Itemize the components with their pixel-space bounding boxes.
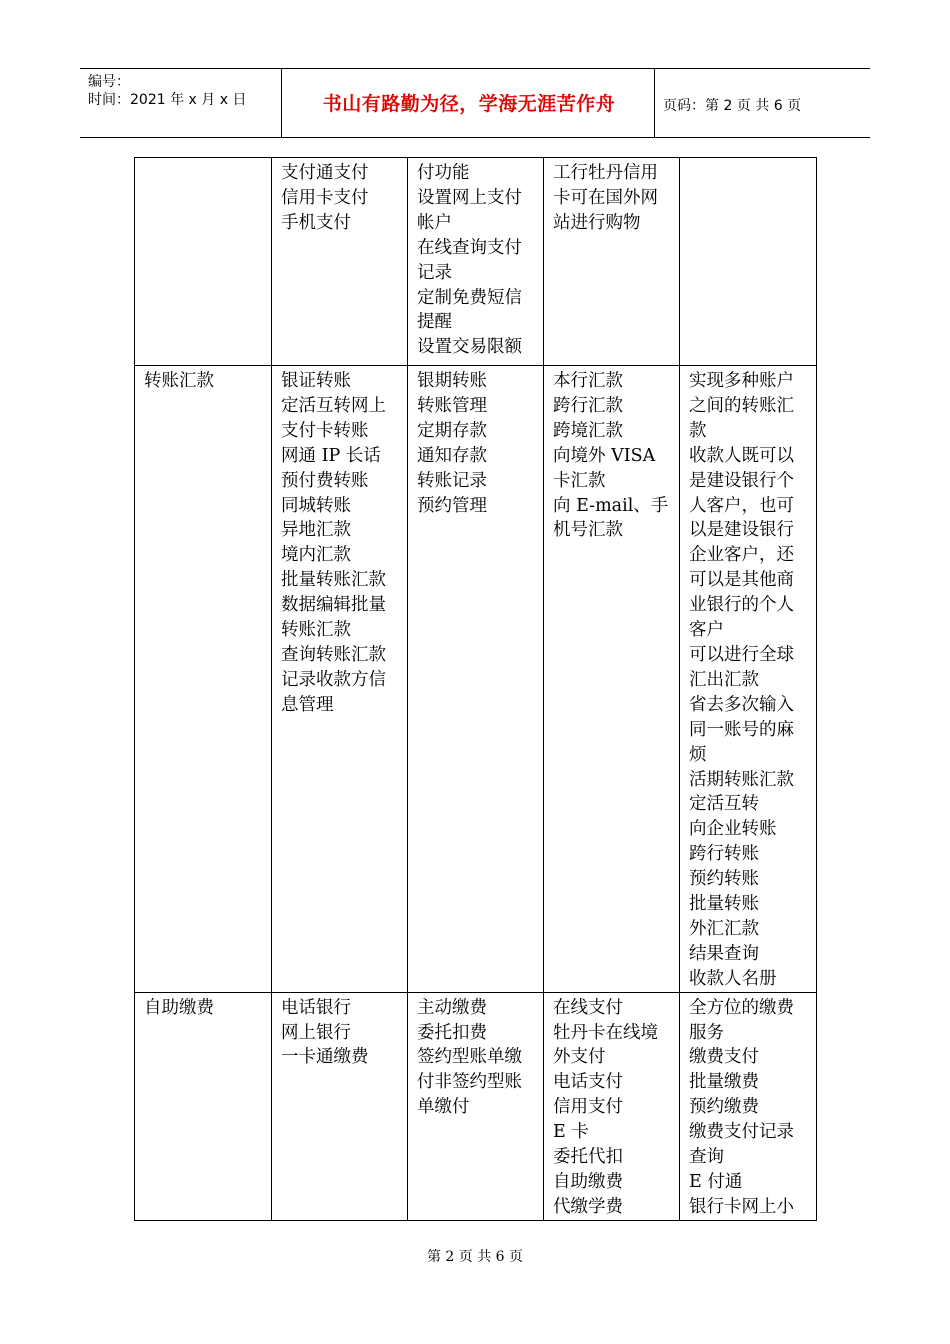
table-cell [680,158,817,366]
cell-line: 缴费支付 [689,1047,759,1068]
cell-line: 同一账号的麻 [689,719,794,740]
cell-line: 帐户 [417,212,452,233]
cell-line: 牡丹卡在线境 [553,1022,658,1043]
cell-line: 预约管理 [417,495,487,516]
cell-line: 设置网上支付 [417,187,522,208]
cell-line: 支付通支付 [281,163,369,183]
table-cell [135,158,272,366]
cell-line: 预约缴费 [689,1097,759,1118]
cell-line: 收款人既可以 [689,445,794,466]
cell-line: 记录 [417,262,452,283]
table-cell [135,366,272,993]
header-divider [281,69,282,137]
cell-line: 提醒 [417,312,452,333]
table-cell [544,992,680,1220]
cell-line: 卡可在国外网 [553,187,658,208]
cell-line: 转账记录 [417,470,487,491]
cell-line: 信用卡支付 [281,187,369,208]
cell-line: 批量转账 [689,894,759,915]
cell-line: 代缴学费 [553,1196,623,1217]
cell-line: 设置交易限额 [417,337,522,358]
header-page-info: 页码：第 2 页 共 6 页 [663,98,802,114]
header-motto: 书山有路勤为径，学海无涯苦作舟 [322,93,616,115]
cell-line: 电话支付 [553,1072,623,1093]
cell-line: 省去多次输入 [689,694,794,715]
table-row [135,158,817,366]
cell-line: 向企业转账 [689,819,777,840]
cell-line: 烦 [689,744,707,765]
cell-line: 客户 [689,620,724,641]
cell-line: E 卡 [553,1122,589,1143]
cell-line: 自助缴费 [144,997,214,1018]
table-cell [408,158,544,366]
cell-line: 机号汇款 [553,520,623,541]
cell-line: 跨行汇款 [553,395,623,416]
cell-line: 跨行转账 [689,844,759,865]
page-footer: 第 2 页 共 6 页 [426,1249,524,1265]
cell-line: 同城转账 [281,495,351,516]
cell-line: 工行牡丹信用 [553,163,658,183]
cell-line: 手机支付 [281,212,351,233]
cell-line: 自助缴费 [553,1172,623,1192]
cell-line: 主动缴费 [417,997,487,1018]
cell-line: 实现多种账户 [689,371,794,391]
cell-line: 转账汇款 [144,371,214,391]
table-cell [408,366,544,993]
cell-line: 卡汇款 [553,470,606,491]
cell-line: 银期转账 [417,371,487,391]
cell-line: 付非签约型账 [417,1072,522,1093]
cell-line: 记录收款方信 [281,669,386,690]
cell-line: 以是建设银行 [689,520,794,541]
cell-line: 息管理 [281,694,334,715]
table-cell [544,366,680,993]
table-cell [135,992,272,1220]
cell-line: 向境外 VISA [553,445,656,466]
cell-line: 外汇汇款 [689,918,759,939]
cell-line: 在线支付 [553,997,623,1018]
cell-line: 批量转账汇款 [281,570,386,591]
cell-line: 转账汇款 [281,620,351,641]
page-header [80,68,870,138]
cell-line: 企业客户，还 [689,545,794,566]
document-number-label: 编号： [88,74,130,90]
cell-line: 付功能 [417,163,470,183]
cell-line: 在线查询支付 [417,237,522,258]
table-cell [544,158,680,366]
cell-line: 缴费支付记录 [689,1122,794,1143]
cell-line: 签约型账单缴 [417,1047,522,1068]
header-divider [654,69,655,137]
cell-line: 站进行购物 [553,212,641,233]
cell-line: 转账管理 [417,395,487,416]
cell-line: 批量缴费 [689,1072,759,1093]
table-row [135,992,817,1220]
cell-line: 数据编辑批量 [281,595,386,616]
cell-line: 收款人名册 [689,968,777,989]
cell-line: 电话银行 [281,997,351,1018]
table-cell [272,158,408,366]
cell-line: 款 [689,420,707,441]
table-cell [408,992,544,1220]
cell-line: 外支付 [553,1047,606,1068]
cell-line: 定活互转网上 [281,395,386,416]
cell-line: 之间的转账汇 [689,395,794,416]
cell-line: 定活互转 [689,794,759,815]
cell-line: 是建设银行个 [689,470,794,491]
cell-line: 结果查询 [689,943,759,964]
cell-line: 预约转账 [689,869,759,890]
cell-line: 跨境汇款 [553,420,623,441]
cell-line: 通知存款 [417,445,487,466]
cell-line: 网通 IP 长话 [281,445,381,466]
cell-line: 向 E-mail、手 [553,495,669,516]
cell-line: 定制免费短信 [417,287,522,308]
table-cell [680,992,817,1220]
table-cell [272,366,408,993]
table-cell [680,366,817,993]
cell-line: E 付通 [689,1172,743,1192]
cell-line: 定期存款 [417,420,487,441]
cell-line: 全方位的缴费 [689,997,794,1018]
cell-line: 信用支付 [553,1097,623,1118]
cell-line: 境内汇款 [281,545,351,566]
cell-line: 预付费转账 [281,470,369,491]
feature-table [134,157,817,1221]
cell-line: 可以是其他商 [689,570,794,591]
cell-line: 网上银行 [281,1022,351,1043]
cell-line: 单缴付 [417,1097,470,1118]
header-meta [88,73,278,109]
cell-line: 汇出汇款 [689,669,759,690]
cell-line: 服务 [689,1022,724,1043]
cell-line: 活期转账汇款 [689,769,794,790]
table-cell [272,992,408,1220]
cell-line: 委托代扣 [553,1147,623,1168]
cell-line: 可以进行全球 [689,644,794,665]
cell-line: 本行汇款 [553,371,623,391]
cell-line: 一卡通缴费 [281,1047,369,1068]
cell-line: 委托扣费 [417,1022,487,1043]
table-row [135,366,817,993]
document-date: 时间：2021 年 x 月 x 日 [88,92,247,108]
cell-line: 人客户，也可 [689,495,794,516]
cell-line: 银证转账 [281,371,351,391]
cell-line: 支付卡转账 [281,420,369,441]
cell-line: 银行卡网上小 [689,1196,794,1217]
cell-line: 查询 [689,1147,724,1168]
cell-line: 业银行的个人 [689,595,794,616]
cell-line: 查询转账汇款 [281,644,386,665]
cell-line: 异地汇款 [281,520,351,541]
